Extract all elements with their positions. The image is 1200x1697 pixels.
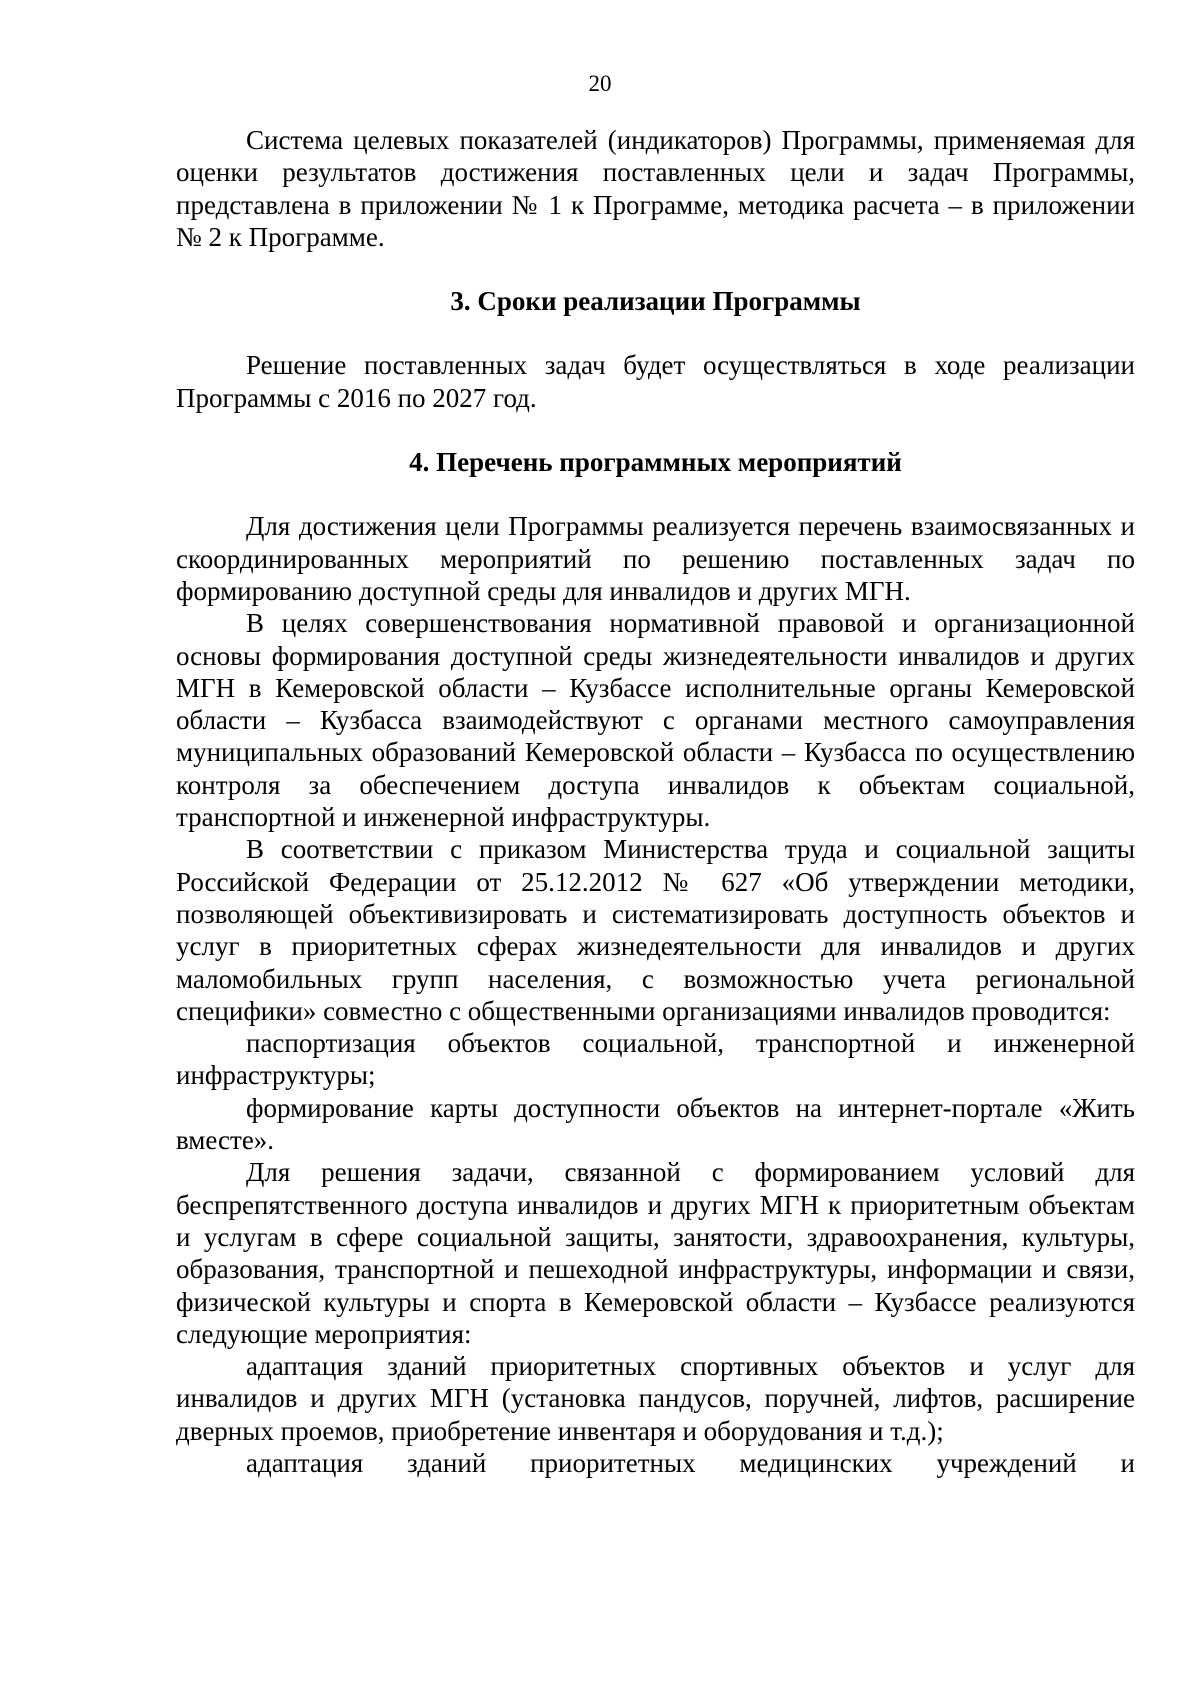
section-4-paragraph-1: Для достижения цели Программы реализуется перечень взаимосвязанных и скоординированных мероприятий по решению поставленных задач по формированию доступной среды для инвалидов и других МГН. <box>176 511 1135 606</box>
section-4-paragraph-4: Для решения задачи, связанной с формированием условий для беспрепятственного доступа инвалидов и других МГН к приоритетным объектам и услугам в сфере социальной защиты, занятости, здравоохранения, культуры, образования, транспортной и пешеходной инфраструктуры, информации и связи, физической культуры и спорта в Кемеровской области – Кузбассе реализуются следующие мероприятия: <box>176 1157 1135 1349</box>
list-item-medical-adaptation: адаптация зданий приоритетных медицинских учреждений и <box>246 1447 1135 1478</box>
list-item-sports-adaptation: адаптация зданий приоритетных спортивных объектов и услуг для инвалидов и других МГН (установка пандусов, поручней, лифтов, расширение дверных проемов, приобретение инвентаря и оборудования и т.д.); <box>176 1351 1135 1446</box>
page-content <box>176 124 1135 1479</box>
section-4-paragraph-3: В соответствии с приказом Министерства труда и социальной защиты Российской Федерации от 25.12.2012 № 627 «Об утверждении методики, позволяющей объективизировать и систематизировать доступность объектов и услуг в приоритетных сферах жизнедеятельности для инвалидов и других маломобильных групп населения, с возможностью учета региональной специфики» совместно с общественными организациями инвалидов проводится: <box>176 834 1135 1026</box>
page-number: 20 <box>588 71 612 96</box>
list-item-passportization: паспортизация объектов социальной, транспортной и инженерной инфраструктуры; <box>176 1028 1135 1091</box>
section-3-paragraph: Решение поставленных задач будет осуществляться в ходе реализации Программы с 2016 по 2027 год. <box>176 350 1135 413</box>
section-3-heading: 3. Сроки реализации Программы <box>450 286 861 317</box>
intro-paragraph: Система целевых показателей (индикаторов) Программы, применяемая для оценки результатов достижения поставленных цели и задач Программы, представлена в приложении № 1 к Программе, методика расчета – в приложении № 2 к Программе. <box>176 125 1135 252</box>
list-item-accessibility-map: формирование карты доступности объектов на интернет-портале «Жить вместе». <box>176 1092 1135 1156</box>
section-4-paragraph-2: В целях совершенствования нормативной правовой и организационной основы формирования доступной среды жизнедеятельности инвалидов и других МГН в Кемеровской области – Кузбассе исполнительные органы Кемеровской области – Кузбасса взаимодействуют с органами местного самоуправления муниципальных образований Кемеровской области – Кузбасса по осуществлению контроля за обеспечением доступа инвалидов к объектам социальной, транспортной и инженерной инфраструктуры. <box>176 608 1135 833</box>
section-4-heading: 4. Перечень программных мероприятий <box>409 447 902 478</box>
